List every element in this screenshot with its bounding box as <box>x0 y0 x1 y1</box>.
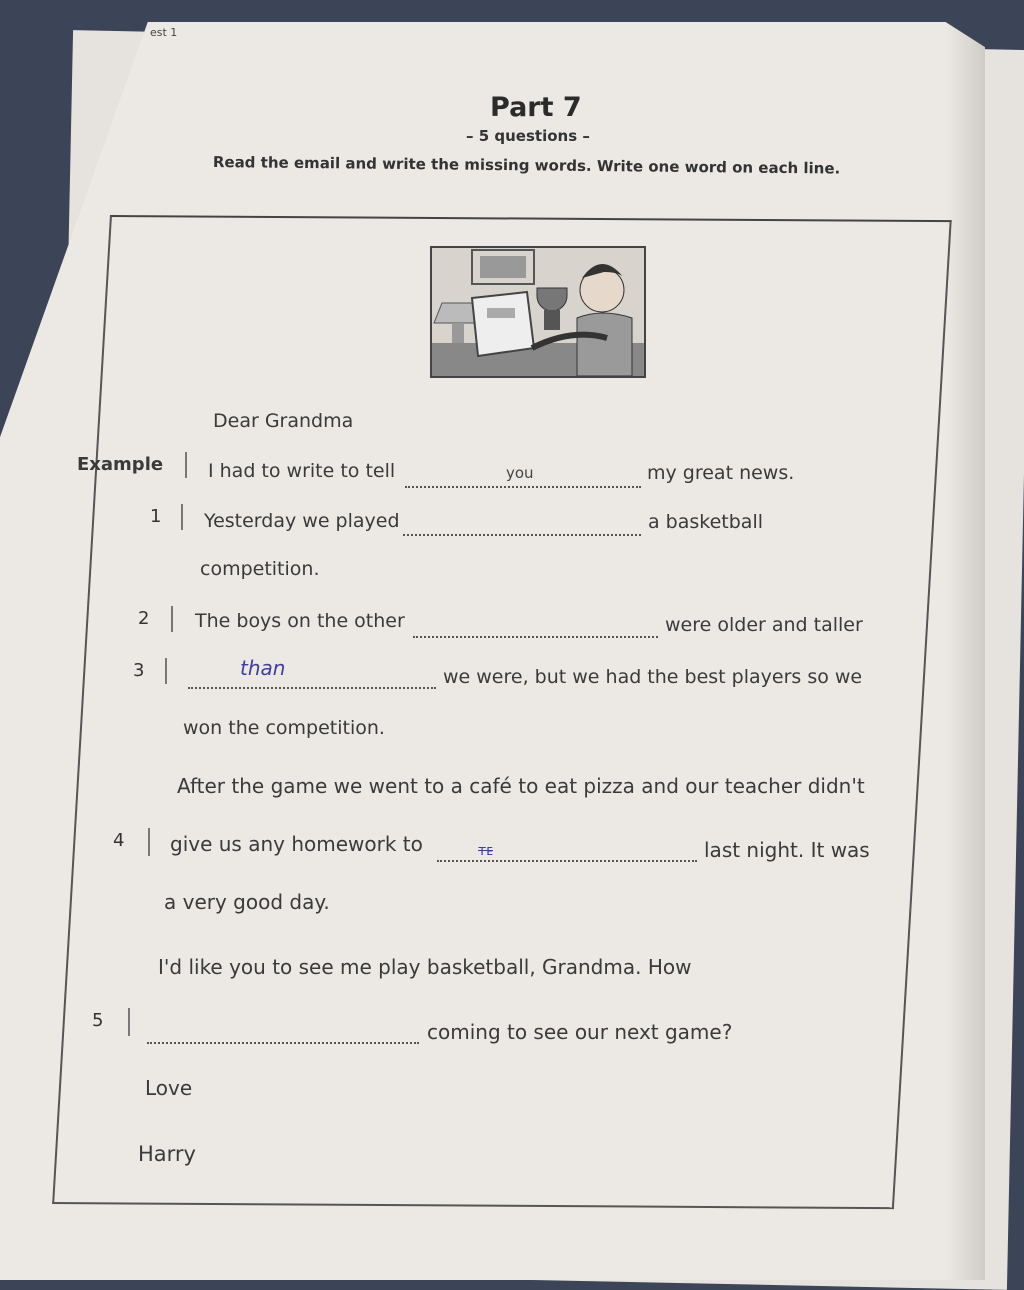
question-2-answer-line[interactable] <box>413 612 658 638</box>
question-3-text-after: we were, but we had the best players so we <box>443 666 863 688</box>
question-1-text-after: a basketball <box>648 511 764 533</box>
page-subtitle: – 5 questions – <box>466 127 590 145</box>
question-1-number: 1 <box>150 506 162 527</box>
question-3-continuation: won the competition. <box>183 717 385 739</box>
example-answer: you <box>506 464 534 482</box>
signature: Harry <box>138 1142 196 1166</box>
question-2-text-after: were older and taller <box>665 614 863 636</box>
question-4-text-before: give us any homework to <box>170 832 423 856</box>
instruction-text: Read the email and write the missing words. Write one word on each line. <box>212 152 841 178</box>
question-1-text-before: Yesterday we played <box>204 510 400 532</box>
example-label: Example <box>77 454 164 475</box>
question-5-number: 5 <box>92 1010 104 1031</box>
paragraph-2: After the game we went to a café to eat pizza and our teacher didn't <box>177 774 865 798</box>
boy-at-laptop-with-trophy-icon <box>430 246 646 378</box>
example-text-before: I had to write to tell <box>208 460 396 482</box>
page-title: Part 7 <box>490 92 582 123</box>
question-1-continuation: competition. <box>200 558 320 580</box>
question-3-number: 3 <box>133 660 145 681</box>
example-text-after: my great news. <box>647 462 795 484</box>
question-2-number: 2 <box>138 608 150 629</box>
greeting: Dear Grandma <box>213 410 354 432</box>
question-2-text-before: The boys on the other <box>195 610 405 632</box>
question-4-number: 4 <box>113 830 125 851</box>
question-4-answer-line[interactable] <box>437 836 697 862</box>
question-5-text-after: coming to see our next game? <box>427 1020 733 1044</box>
question-4-continuation: a very good day. <box>164 890 330 914</box>
question-1-answer-line[interactable] <box>403 510 641 536</box>
question-4-text-after: last night. It was <box>704 838 870 862</box>
question-4-scribble: ᴛᴇ <box>478 843 494 859</box>
question-5-answer-line[interactable] <box>147 1018 419 1044</box>
test-label: est 1 <box>150 26 178 39</box>
question-3-answer-line[interactable] <box>188 663 436 689</box>
closing: Love <box>145 1076 193 1100</box>
paragraph-3: I'd like you to see me play basketball, Grandma. How <box>158 955 692 979</box>
question-3-handwritten-answer: than <box>240 656 286 680</box>
